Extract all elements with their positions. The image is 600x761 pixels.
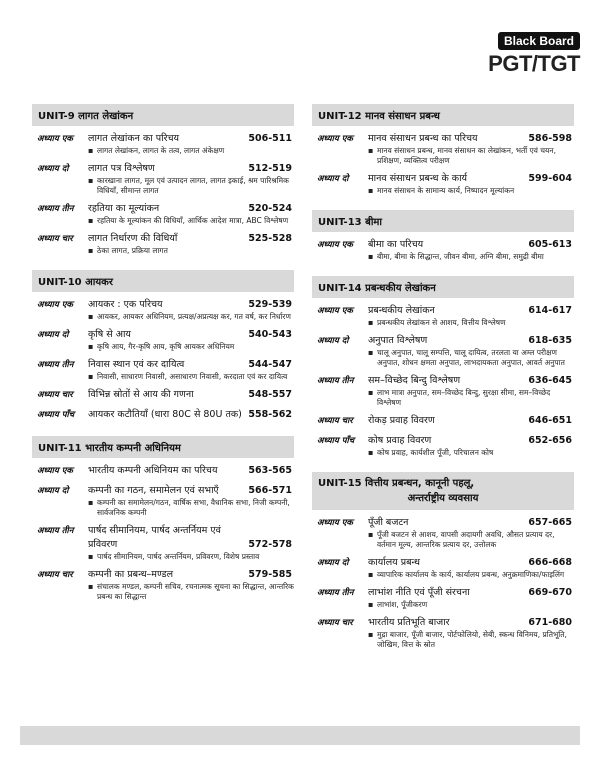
unit-header: [312, 472, 574, 510]
chapter-number: अध्याय एक: [317, 240, 353, 250]
chapter-number: अध्याय एक: [37, 300, 73, 310]
unit-title: आयकर: [85, 277, 113, 288]
logo-blackboard: Black Board: [498, 32, 580, 50]
chapter-number: अध्याय तीन: [37, 526, 74, 536]
unit-spacer: [32, 262, 294, 270]
chapter-entry: [312, 414, 574, 428]
left-column: [32, 104, 294, 608]
chapter-number: अध्याय तीन: [37, 360, 74, 370]
unit-number: UNIT-13: [318, 217, 362, 228]
unit-number: UNIT-11: [38, 443, 82, 454]
chapter-row: [32, 524, 294, 552]
chapter-entry: [32, 358, 294, 382]
unit-title: लागत लेखांकन: [78, 111, 134, 122]
chapter-topics: ▪ पूँजी बजटन से आशय, वापसी अदायगी अवधि, औसत प्रत्याय दर, वर्तमान मूल्य, आन्तरिक प्रत्याय दर, उत्तोलक: [368, 530, 574, 550]
chapter-entry: [32, 202, 294, 226]
chapter-title: मानव संसाधन प्रबन्ध के कार्य: [368, 173, 468, 184]
chapter-topics: ▪ मुद्रा बाजार, पूँजी बाजार, पोर्टफोलियो, सेबी, स्कन्ध विनिमय, प्रतिभूति, जोखिम, वित्त के स्रोत: [368, 630, 574, 650]
chapter-title: कम्पनी का प्रबन्ध–मण्डल: [88, 569, 174, 580]
unit-spacer: [32, 428, 294, 436]
chapter-topics: ▪ कोष प्रवाह, कार्यशील पूँजी, परिचालन कोष: [368, 448, 574, 458]
chapter-number: अध्याय एक: [37, 134, 73, 144]
chapter-topics: ▪ लाभांश, पूँजीकरण: [368, 600, 574, 610]
chapter-row: [32, 132, 294, 146]
chapter-pages: 618-635: [528, 335, 572, 346]
chapter-topics: ▪ कारखाना लागत, मूल एवं उत्पादन लागत, लागत इकाई, श्रम पारिश्रमिक विधियाँ, सीमान्त लागत: [88, 176, 294, 196]
chapter-topics: ▪ पार्षद सीमानियम, पार्षद अन्तर्नियम, प्रविवरण, विशेष प्रस्ताव: [88, 552, 294, 562]
chapter-pages: 652-656: [528, 435, 572, 446]
chapter-row: [32, 162, 294, 176]
unit-header: [312, 276, 574, 298]
unit-header: [312, 104, 574, 126]
chapter-number: अध्याय दो: [317, 174, 349, 184]
chapter-pages: 669-670: [528, 587, 572, 598]
chapter-number: अध्याय चार: [317, 416, 353, 426]
chapter-title: लागत लेखांकन का परिचय: [88, 133, 180, 144]
chapter-entry: [32, 232, 294, 256]
chapter-title: लागत पत्र विश्लेषण: [88, 163, 155, 174]
chapter-title: लाभांश नीति एवं पूँजी संरचना: [368, 587, 470, 598]
chapter-title: पूँजी बजटन: [368, 517, 409, 528]
chapter-topics: ▪ ठेका लागत, प्रक्रिया लागत: [88, 246, 294, 256]
chapter-topics: ▪ मानव संसाधन के सामान्य कार्य, निष्पादन मूल्यांकन: [368, 186, 574, 196]
chapter-title: निवास स्थान एवं कर दायित्व: [88, 359, 185, 370]
publisher-logo: [468, 30, 580, 77]
chapter-pages: 525-528: [248, 233, 292, 244]
chapter-number: अध्याय दो: [37, 164, 69, 174]
chapter-entry: [32, 298, 294, 322]
chapter-title: आयकर कटौतियाँ (धारा 80C से 80U तक): [88, 409, 242, 420]
chapter-number: अध्याय दो: [37, 486, 69, 496]
unit-title: प्रबन्धकीय लेखांकन: [365, 283, 436, 294]
chapter-row: [32, 484, 294, 498]
unit-title: भारतीय कम्पनी अधिनियम: [85, 443, 181, 454]
unit-number: UNIT-10: [38, 277, 82, 288]
chapter-pages: 544-547: [248, 359, 292, 370]
chapter-title: रहतिया का मूल्यांकन: [88, 203, 160, 214]
chapter-entry: [312, 586, 574, 610]
chapter-pages: 666-668: [528, 557, 572, 568]
chapter-pages: 599-604: [528, 173, 572, 184]
chapter-pages: 558-562: [248, 409, 292, 420]
chapter-pages: 540-543: [248, 329, 292, 340]
chapter-entry: [32, 408, 294, 422]
chapter-number: अध्याय तीन: [317, 588, 354, 598]
chapter-row: [312, 516, 574, 530]
chapter-row: [312, 556, 574, 570]
unit-number: UNIT-15: [318, 478, 362, 489]
chapter-title: कोष प्रवाह विवरण: [368, 435, 432, 446]
chapter-row: [312, 304, 574, 318]
chapter-entry: [32, 568, 294, 602]
chapter-pages: 605-613: [528, 239, 572, 250]
chapter-title: भारतीय प्रतिभूति बाजार: [368, 617, 450, 628]
chapter-entry: [32, 132, 294, 156]
chapter-row: [312, 414, 574, 428]
chapter-number: अध्याय तीन: [37, 204, 74, 214]
chapter-title: मानव संसाधन प्रबन्ध का परिचय: [368, 133, 478, 144]
chapter-number: अध्याय एक: [317, 518, 353, 528]
logo-exam: PGT/TGT: [488, 51, 580, 76]
chapter-title: लागत निर्धारण की विधियाँ: [88, 233, 178, 244]
chapter-entry: [312, 334, 574, 368]
footer-bar: [20, 726, 580, 745]
chapter-topics: ▪ प्रबन्धकीय लेखांकन से आशय, वित्तीय विश्लेषण: [368, 318, 574, 328]
chapter-title: प्रबन्धकीय लेखांकन: [368, 305, 435, 316]
chapter-row: [312, 132, 574, 146]
chapter-title: अनुपात विश्लेषण: [368, 335, 428, 346]
chapter-pages: 529-539: [248, 299, 292, 310]
unit-number: UNIT-12: [318, 111, 362, 122]
chapter-row: [32, 464, 294, 478]
chapter-topics: ▪ लागत लेखांकन, लागत के तत्व, लागत अंकेक्षण: [88, 146, 294, 156]
chapter-topics: ▪ आयकर, आयकर अधिनियम, प्रत्यक्ष/अप्रत्यक्ष कर, गत वर्ष, कर निर्धारण: [88, 312, 294, 322]
chapter-pages: 614-617: [528, 305, 572, 316]
chapter-row: [32, 328, 294, 342]
chapter-number: अध्याय चार: [37, 390, 73, 400]
chapter-title: रोकड़ प्रवाह विवरण: [368, 415, 435, 426]
chapter-row: [312, 616, 574, 630]
chapter-row: [32, 232, 294, 246]
chapter-title: आयकर : एक परिचय: [88, 299, 163, 310]
chapter-pages: 657-665: [528, 517, 572, 528]
chapter-entry: [312, 556, 574, 580]
chapter-entry: [312, 616, 574, 650]
chapter-number: अध्याय चार: [317, 618, 353, 628]
chapter-pages: 563-565: [248, 465, 292, 476]
chapter-entry: [312, 516, 574, 550]
right-column: [312, 104, 574, 656]
chapter-topics: ▪ कम्पनी का समामेलन/गठन, वार्षिक सभा, वैधानिक सभा, निजी कम्पनी, सार्वजनिक कम्पनी: [88, 498, 294, 518]
chapter-topics: ▪ संचालक मण्डल, कम्पनी सचिव, रचनात्मक सूचना का सिद्धान्त, आन्तरिक प्रबन्ध का सिद्धान्त: [88, 582, 294, 602]
chapter-number: अध्याय एक: [317, 306, 353, 316]
chapter-entry: [312, 434, 574, 458]
chapter-row: [32, 358, 294, 372]
unit-header: [312, 210, 574, 232]
chapter-topics: ▪ निवासी, साधारण निवासी, असाधारण निवासी, करदाता एवं कर दायित्व: [88, 372, 294, 382]
unit-title: वित्तीय प्रबन्धन, कानूनी पहलू,: [365, 478, 475, 489]
chapter-title: पार्षद सीमानियम, पार्षद अन्तर्नियम एवं प्रविवरण: [88, 525, 221, 550]
chapter-topics: ▪ बीमा, बीमा के सिद्धान्त, जीवन बीमा, अग्नि बीमा, समुद्री बीमा: [368, 252, 574, 262]
chapter-number: अध्याय दो: [37, 330, 69, 340]
chapter-entry: [32, 328, 294, 352]
chapter-pages: 646-651: [528, 415, 572, 426]
chapter-title: भारतीय कम्पनी अधिनियम का परिचय: [88, 465, 218, 476]
unit-title: मानव संसाधन प्रबन्ध: [365, 111, 440, 122]
unit-spacer: [312, 268, 574, 276]
chapter-entry: [32, 388, 294, 402]
chapter-number: अध्याय दो: [317, 558, 349, 568]
chapter-row: [32, 568, 294, 582]
chapter-number: अध्याय चार: [37, 234, 73, 244]
chapter-topics: ▪ व्यापारिक कार्यालय के कार्य, कार्यालय प्रबन्ध, अनुक्रमाणिका/फाइलिंग: [368, 570, 574, 580]
chapter-title: कम्पनी का गठन, समामेलन एवं सभाएँ: [88, 485, 219, 496]
chapter-topics: ▪ कृषि आय, गैर-कृषि आय, कृषि आयकर अधिनियम: [88, 342, 294, 352]
chapter-pages: 520-524: [248, 203, 292, 214]
chapter-number: अध्याय तीन: [317, 376, 354, 386]
chapter-entry: [312, 374, 574, 408]
chapter-pages: 586-598: [528, 133, 572, 144]
unit-header: [32, 270, 294, 292]
unit-number: UNIT-14: [318, 283, 362, 294]
chapter-entry: [32, 524, 294, 562]
unit-header: [32, 436, 294, 458]
chapter-topics: ▪ रहतिया के मूल्यांकन की विधियाँ, आर्थिक आदेश मात्रा, ABC विश्लेषण: [88, 216, 294, 226]
unit-spacer: [312, 464, 574, 472]
chapter-number: अध्याय एक: [37, 466, 73, 476]
chapter-entry: [32, 464, 294, 478]
chapter-row: [312, 334, 574, 348]
chapter-pages: 572-578: [248, 539, 292, 550]
chapter-topics: ▪ लाभ मात्रा अनुपात, सम–विच्छेद बिन्दु, सुरक्षा सीमा, सम–विच्छेद विश्लेषण: [368, 388, 574, 408]
unit-number: UNIT-9: [38, 111, 75, 122]
chapter-title: बीमा का परिचय: [368, 239, 424, 250]
unit-title-line2: अन्तर्राष्ट्रीय व्यवसाय: [407, 493, 479, 504]
chapter-pages: 636-645: [528, 375, 572, 386]
chapter-title: सम–विच्छेद बिन्दु विश्लेषण: [368, 375, 461, 386]
chapter-row: [312, 238, 574, 252]
chapter-number: अध्याय दो: [317, 336, 349, 346]
chapter-row: [312, 374, 574, 388]
chapter-entry: [32, 162, 294, 196]
chapter-row: [312, 172, 574, 186]
chapter-title: कृषि से आय: [88, 329, 131, 340]
chapter-topics: ▪ चालू अनुपात, चालू सम्पत्ति, चालू दायित्व, तरलता या अम्ल परीक्षण अनुपात, शोधन क्षमता अनुपात, लाभदायकता अनुपात, आवर्त अनुपात: [368, 348, 574, 368]
unit-header: [32, 104, 294, 126]
chapter-topics: ▪ मानव संसाधन प्रबन्ध, मानव संसाधन का लेखांकन, भर्ती एवं चयन, प्रशिक्षण, व्यक्तित्व परीक्षण: [368, 146, 574, 166]
chapter-number: अध्याय पाँच: [317, 436, 355, 446]
chapter-pages: 671-680: [528, 617, 572, 628]
chapter-row: [32, 388, 294, 402]
chapter-row: [312, 434, 574, 448]
chapter-row: [312, 586, 574, 600]
chapter-number: अध्याय पाँच: [37, 410, 75, 420]
chapter-number: अध्याय चार: [37, 570, 73, 580]
chapter-title: कार्यालय प्रबन्ध: [368, 557, 421, 568]
chapter-entry: [32, 484, 294, 518]
chapter-row: [32, 408, 294, 422]
chapter-entry: [312, 132, 574, 166]
chapter-number: अध्याय एक: [317, 134, 353, 144]
chapter-row: [32, 202, 294, 216]
chapter-pages: 506-511: [248, 133, 292, 144]
unit-title: बीमा: [365, 217, 382, 228]
chapter-row: [32, 298, 294, 312]
chapter-pages: 512-519: [248, 163, 292, 174]
chapter-pages: 548-557: [248, 389, 292, 400]
chapter-pages: 566-571: [248, 485, 292, 496]
chapter-entry: [312, 238, 574, 262]
chapter-entry: [312, 172, 574, 196]
chapter-entry: [312, 304, 574, 328]
unit-spacer: [312, 202, 574, 210]
chapter-pages: 579-585: [248, 569, 292, 580]
chapter-title: विभिन्न स्रोतों से आय की गणना: [88, 389, 194, 400]
